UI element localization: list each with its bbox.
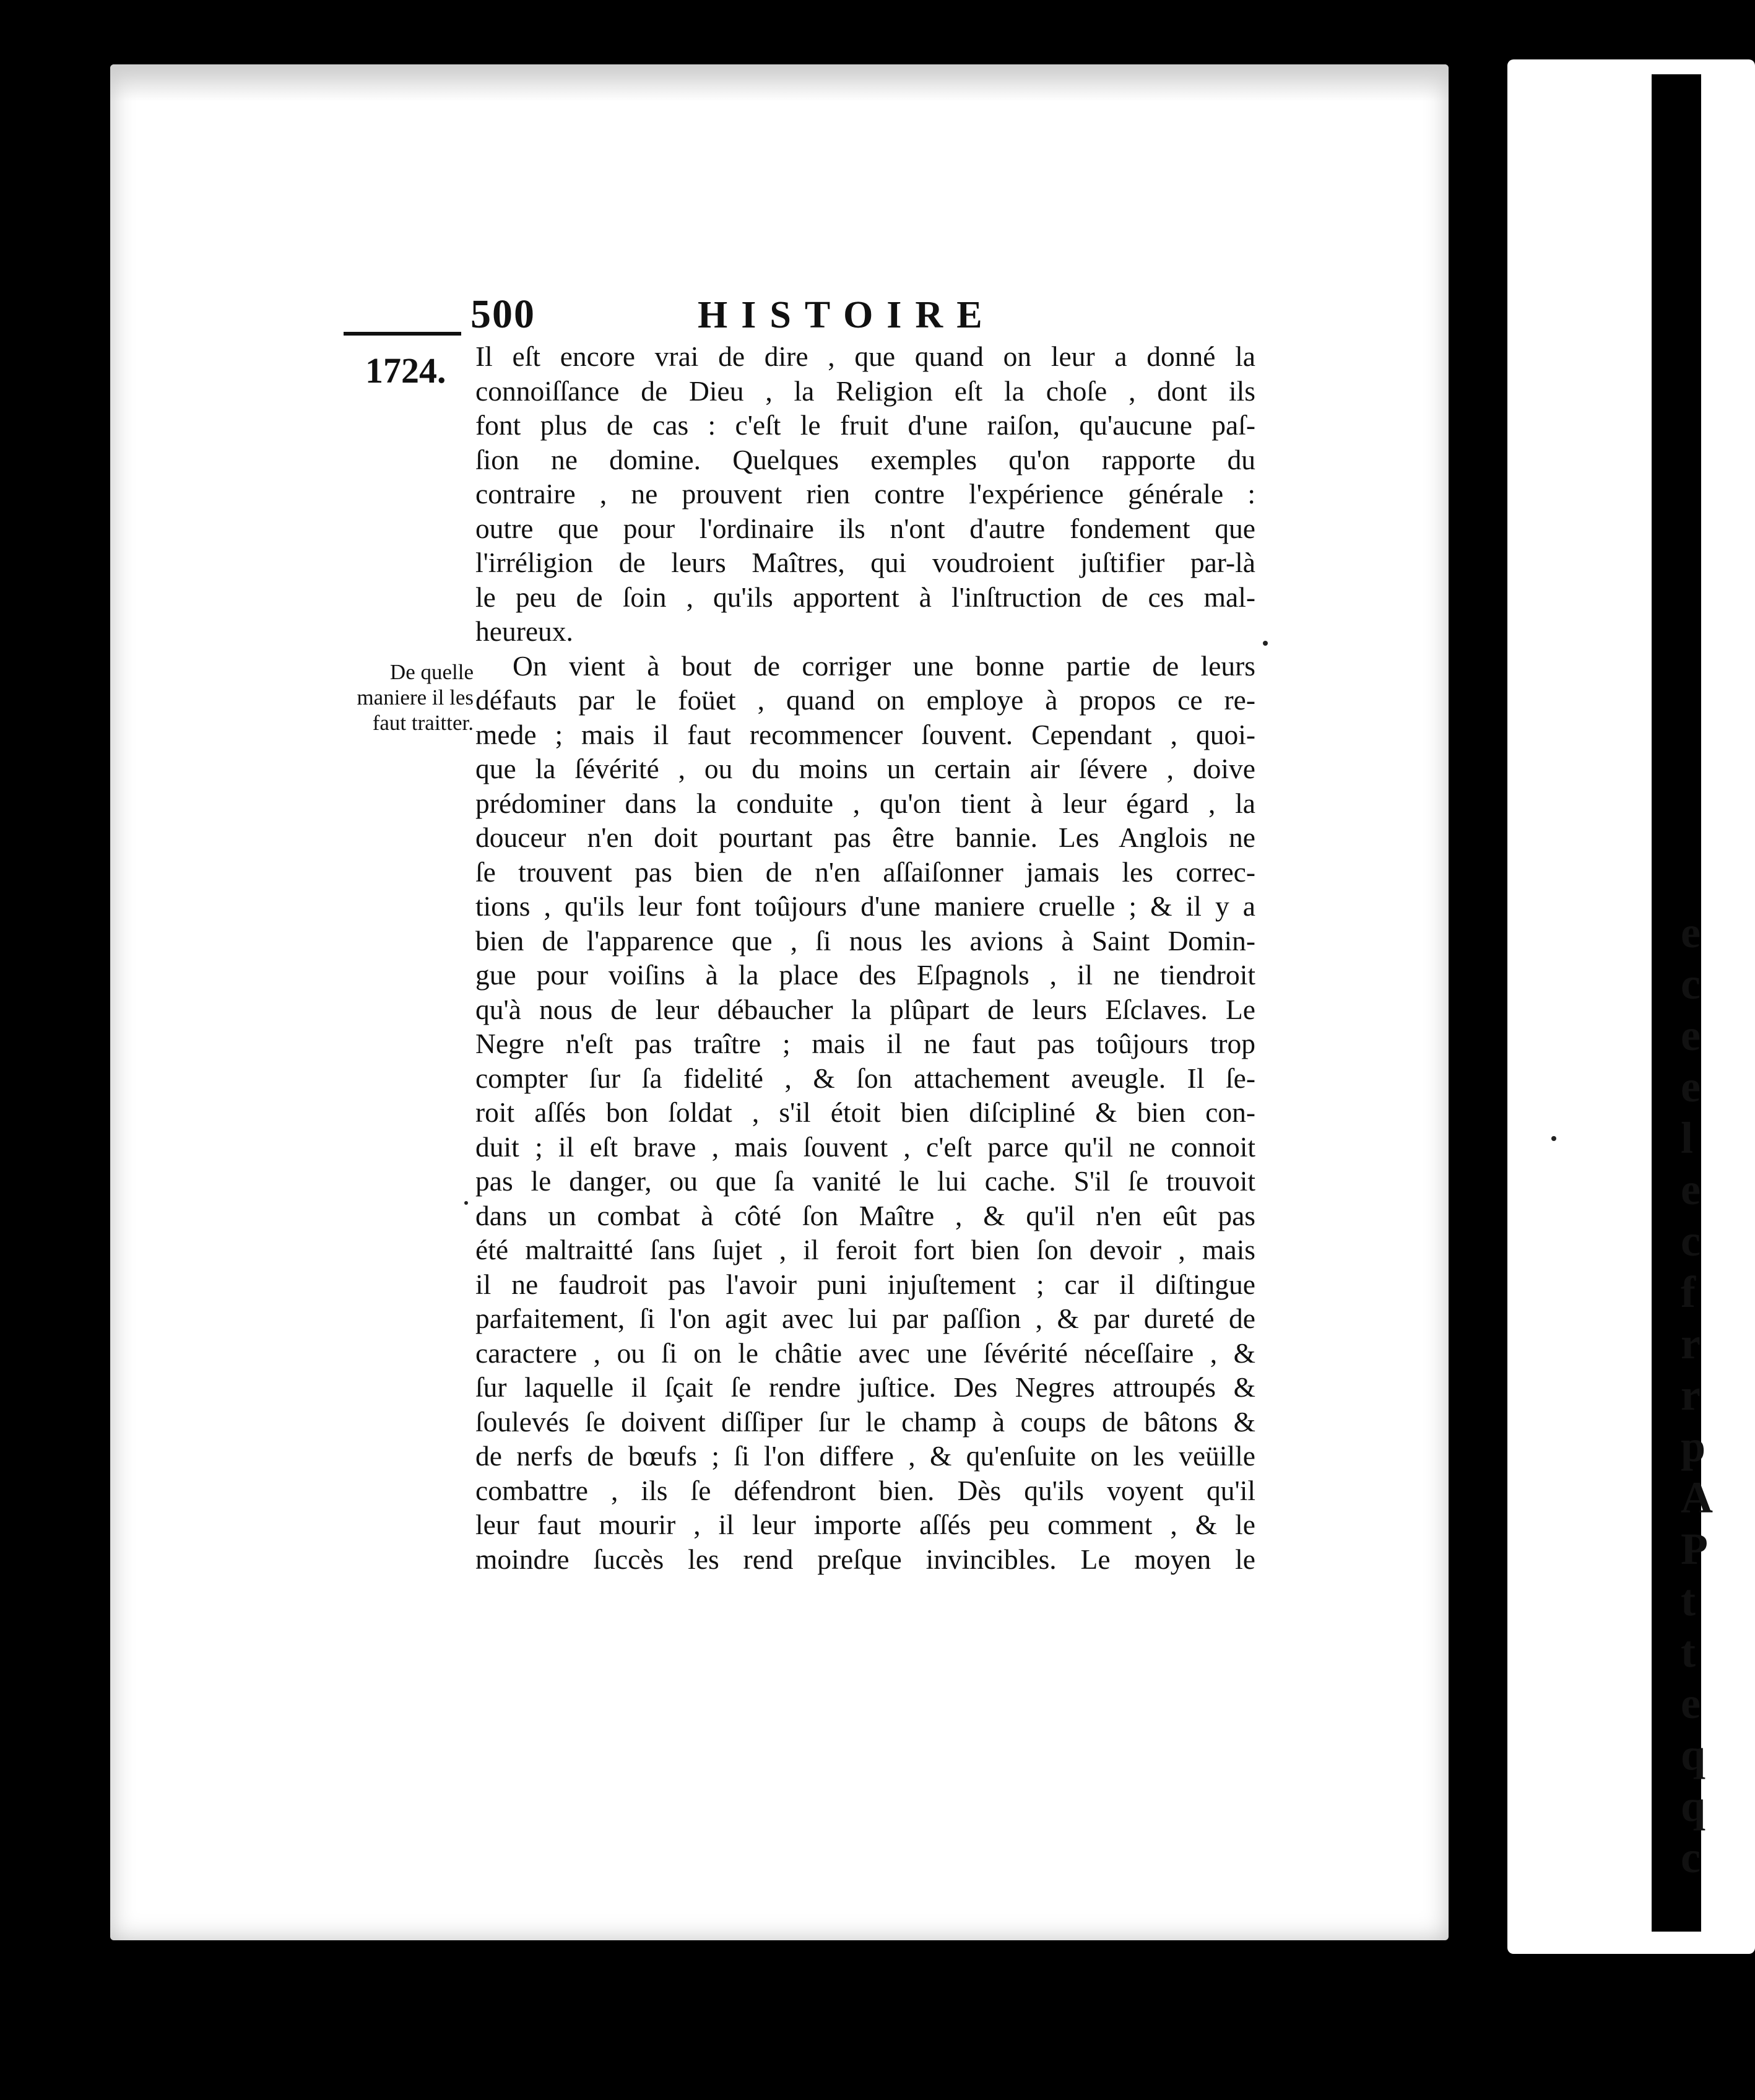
text-line: que la ſévérité , ou du moins un certain air ſévere , doive <box>475 753 1255 784</box>
text-line: qu'à nous de leur débaucher la plûpart de leurs Eſclaves. Le <box>475 993 1255 1025</box>
text-line: défauts par le foüet , quand on employe à propos ce re- <box>475 684 1255 716</box>
ink-speck <box>1551 1136 1556 1141</box>
text-line: contraire , ne prouvent rien contre l'expérience générale : <box>475 478 1255 510</box>
adjacent-page-glyph: c <box>1681 1833 1701 1882</box>
text-line: On vient à bout de corriger une bonne partie de leurs <box>513 649 1255 682</box>
text-line: combattre , ils ſe défendront bien. Dès qu'ils voyent qu'il <box>475 1474 1255 1506</box>
text-line: duit ; il eſt brave , mais ſouvent , c'eſt parce qu'il ne connoit <box>475 1130 1255 1163</box>
text-line: ſur laquelle il ſçait ſe rendre juſtice. Des Negres attroupés & <box>475 1371 1255 1403</box>
text-line: outre que pour l'ordinaire ils n'ont d'autre fondement que <box>475 512 1255 544</box>
margin-year: 1724. <box>365 350 446 391</box>
adjacent-page-glyph: r <box>1681 1319 1701 1368</box>
adjacent-page <box>1507 59 1755 1954</box>
adjacent-page-glyph: e <box>1681 1062 1701 1111</box>
text-line: mede ; mais il faut recommencer ſouvent. Cependant , quoi- <box>475 718 1255 750</box>
text-line: été maltraitté ſans ſujet , il feroit fort bien ſon devoir , mais <box>475 1234 1255 1265</box>
adjacent-page-glyph: p <box>1681 1421 1706 1471</box>
text-line: gue pour voiſins à la place des Eſpagnols , il ne tiendroit <box>475 959 1255 991</box>
text-line: ſe trouvent pas bien de n'en aſſaiſonner jamais les correc- <box>475 856 1255 888</box>
text-line: parfaitement, ſi l'on agit avec lui par paſſion , & par dureté de <box>475 1303 1255 1334</box>
adjacent-page-glyph: c <box>1681 959 1701 1009</box>
text-line: douceur n'en doit pourtant pas être bannie. Les Anglois ne <box>475 822 1255 853</box>
adjacent-page-glyph: t <box>1681 1627 1696 1677</box>
text-line: connoiſſance de Dieu , la Religion eſt la choſe , dont ils <box>475 375 1255 407</box>
body-text <box>475 339 1255 1576</box>
page-number: 500 <box>470 292 535 337</box>
adjacent-page-glyph: q <box>1681 1781 1706 1831</box>
text-line: roit aſſés bon ſoldat , s'il étoit bien diſcipliné & bien con- <box>475 1096 1255 1128</box>
text-line: de nerfs de bœufs ; ſi l'on differe , & qu'enſuite on les veüille <box>475 1440 1255 1472</box>
header-rule <box>344 332 461 336</box>
page-header <box>470 291 996 341</box>
text-line: l'irréligion de leurs Maîtres, qui voudroient juſtifier par-là <box>475 547 1255 578</box>
adjacent-page-glyph: r <box>1681 1370 1701 1420</box>
text-line: ſoulevés ſe doivent diſſiper ſur le champ à coups de bâtons & <box>475 1405 1255 1438</box>
text-line: ſion ne domine. Quelques exemples qu'on rapporte du <box>475 443 1255 475</box>
ink-speck <box>1263 641 1268 646</box>
text-line: Il eſt encore vrai de dire , que quand on leur a donné la <box>475 341 1255 372</box>
text-line: leur faut mourir , il leur importe aſſés peu comment , & le <box>475 1509 1255 1540</box>
text-line: compter ſur ſa fidelité , & ſon attachement aveugle. Il ſe- <box>475 1062 1255 1094</box>
adjacent-page-glyph: q <box>1681 1730 1706 1779</box>
text-line: Negre n'eſt pas traître ; mais il ne faut pas toûjours trop <box>475 1028 1255 1059</box>
ink-speck <box>464 1201 468 1205</box>
text-line: pas le danger, ou que ſa vanité le lui cache. S'il ſe trouvoit <box>475 1165 1255 1197</box>
adjacent-page-glyph: t <box>1681 1576 1696 1625</box>
text-line: il ne faudroit pas l'avoir puni injuſtement ; car il diſtingue <box>475 1268 1255 1300</box>
adjacent-page-glyph: e <box>1681 908 1701 957</box>
running-head: HISTOIRE <box>698 294 996 336</box>
text-line: tions , qu'ils leur font toûjours d'une maniere cruelle ; & il y a <box>475 890 1255 922</box>
text-line: le peu de ſoin , qu'ils apportent à l'inſtruction de ces mal- <box>475 581 1255 613</box>
adjacent-page-glyph: c <box>1681 1216 1701 1265</box>
text-line: font plus de cas : c'eſt le fruit d'une raiſon, qu'aucune paſ- <box>475 409 1255 441</box>
margin-note-line: faut traitter. <box>372 711 474 735</box>
text-line: prédominer dans la conduite , qu'on tient à leur égard , la <box>475 787 1255 819</box>
margin-note <box>334 659 474 735</box>
margin-note-line: De quelle <box>389 660 474 684</box>
adjacent-page-glyph: l <box>1681 1113 1694 1163</box>
adjacent-page-glyph: f <box>1681 1267 1696 1317</box>
adjacent-page-glyph: P <box>1681 1524 1708 1574</box>
margin-note-line: maniere il les <box>357 685 474 709</box>
text-line: caractere , ou ſi on le châtie avec une ſévérité néceſſaire , & <box>475 1337 1255 1369</box>
text-line: moindre ſuccès les rend preſque invincibles. Le moyen le <box>475 1543 1255 1575</box>
adjacent-page-glyph: e <box>1681 1010 1701 1060</box>
text-line: heureux. <box>475 615 573 647</box>
adjacent-page-glyph: A <box>1681 1473 1713 1522</box>
adjacent-page-glyph: e <box>1681 1165 1701 1214</box>
text-line: dans un combat à côté ſon Maître , & qu'il n'en eût pas <box>475 1199 1255 1231</box>
adjacent-page-glyph: e <box>1681 1678 1701 1728</box>
text-line: bien de l'apparence que , ſi nous les avions à Saint Domin- <box>475 924 1255 957</box>
